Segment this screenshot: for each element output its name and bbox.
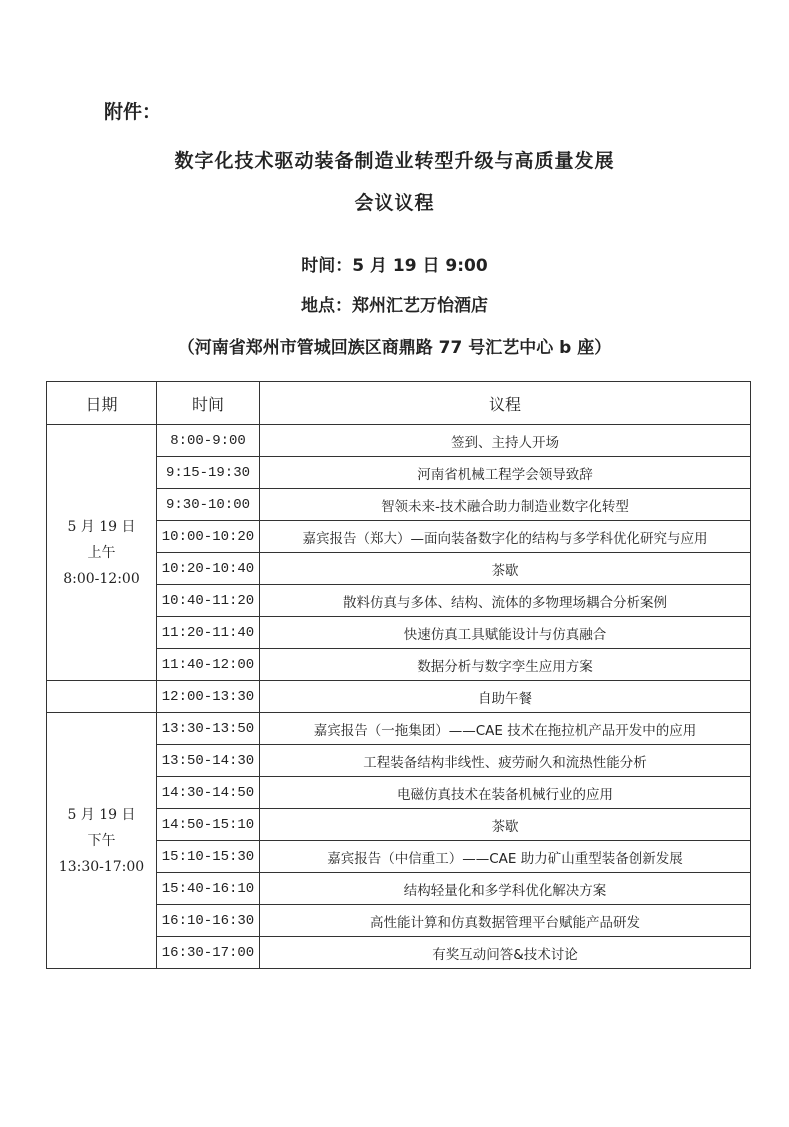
meeting-address: （河南省郑州市管城回族区商鼎路 77 号汇艺中心 b 座） (177, 338, 612, 358)
topic-cell: 嘉宾报告（中信重工）——CAE 助力矿山重型装备创新发展 (260, 841, 751, 873)
time-cell: 16:10-16:30 (157, 905, 260, 937)
morning-date-cell (47, 425, 157, 681)
time-cell: 16:30-17:00 (157, 937, 260, 969)
attachment-label: 附件： (104, 101, 162, 123)
time-cell: 15:40-16:10 (157, 873, 260, 905)
topic-cell: 高性能计算和仿真数据管理平台赋能产品研发 (260, 905, 751, 937)
topic-cell: 签到、主持人开场 (260, 425, 751, 457)
topic-cell: 散料仿真与多体、结构、流体的多物理场耦合分析案例 (260, 585, 751, 617)
lunch-row (47, 681, 751, 713)
topic-cell: 智领未来-技术融合助力制造业数字化转型 (260, 489, 751, 521)
time-cell: 8:00-9:00 (157, 425, 260, 457)
time-cell: 10:40-11:20 (157, 585, 260, 617)
time-cell: 9:15-19:30 (157, 457, 260, 489)
document-title: 数字化技术驱动装备制造业转型升级与高质量发展 (174, 150, 615, 172)
table-header-row (47, 382, 751, 425)
header-date: 日期 (47, 382, 157, 425)
topic-cell: 茶歇 (260, 809, 751, 841)
topic-cell: 茶歇 (260, 553, 751, 585)
header-agenda: 议程 (260, 382, 751, 425)
time-cell: 11:20-11:40 (157, 617, 260, 649)
morning-period: 上午 (87, 544, 116, 561)
time-cell: 10:00-10:20 (157, 521, 260, 553)
time-cell: 13:30-13:50 (157, 713, 260, 745)
topic-cell: 嘉宾报告（郑大）—面向装备数字化的结构与多学科优化研究与应用 (260, 521, 751, 553)
meeting-location: 地点：郑州汇艺万怡酒店 (301, 296, 488, 316)
table-row (47, 713, 751, 745)
document-subtitle: 会议议程 (354, 192, 435, 214)
topic-cell: 数据分析与数字孪生应用方案 (260, 649, 751, 681)
lunch-date-cell (47, 681, 157, 713)
time-cell: 14:50-15:10 (157, 809, 260, 841)
header-time: 时间 (157, 382, 260, 425)
table-row (47, 425, 751, 457)
topic-cell: 工程装备结构非线性、疲劳耐久和流热性能分析 (260, 745, 751, 777)
topic-cell: 嘉宾报告（一拖集团）——CAE 技术在拖拉机产品开发中的应用 (260, 713, 751, 745)
topic-cell: 自助午餐 (260, 681, 751, 713)
topic-cell: 有奖互动问答&技术讨论 (260, 937, 751, 969)
meeting-time: 时间：5 月 19 日 9:00 (301, 256, 488, 276)
morning-date: 5 月 19 日 (67, 518, 136, 535)
topic-cell: 快速仿真工具赋能设计与仿真融合 (260, 617, 751, 649)
time-cell: 10:20-10:40 (157, 553, 260, 585)
topic-cell: 电磁仿真技术在装备机械行业的应用 (260, 777, 751, 809)
time-cell: 15:10-15:30 (157, 841, 260, 873)
afternoon-date: 5 月 19 日 (67, 806, 136, 823)
afternoon-date-cell (47, 713, 157, 969)
afternoon-period: 下午 (87, 832, 116, 849)
agenda-table (46, 381, 751, 969)
time-cell: 12:00-13:30 (157, 681, 260, 713)
morning-range: 8:00-12:00 (63, 570, 140, 587)
afternoon-range: 13:30-17:00 (58, 858, 145, 875)
time-cell: 9:30-10:00 (157, 489, 260, 521)
time-cell: 13:50-14:30 (157, 745, 260, 777)
topic-cell: 河南省机械工程学会领导致辞 (260, 457, 751, 489)
time-cell: 11:40-12:00 (157, 649, 260, 681)
time-cell: 14:30-14:50 (157, 777, 260, 809)
topic-cell: 结构轻量化和多学科优化解决方案 (260, 873, 751, 905)
